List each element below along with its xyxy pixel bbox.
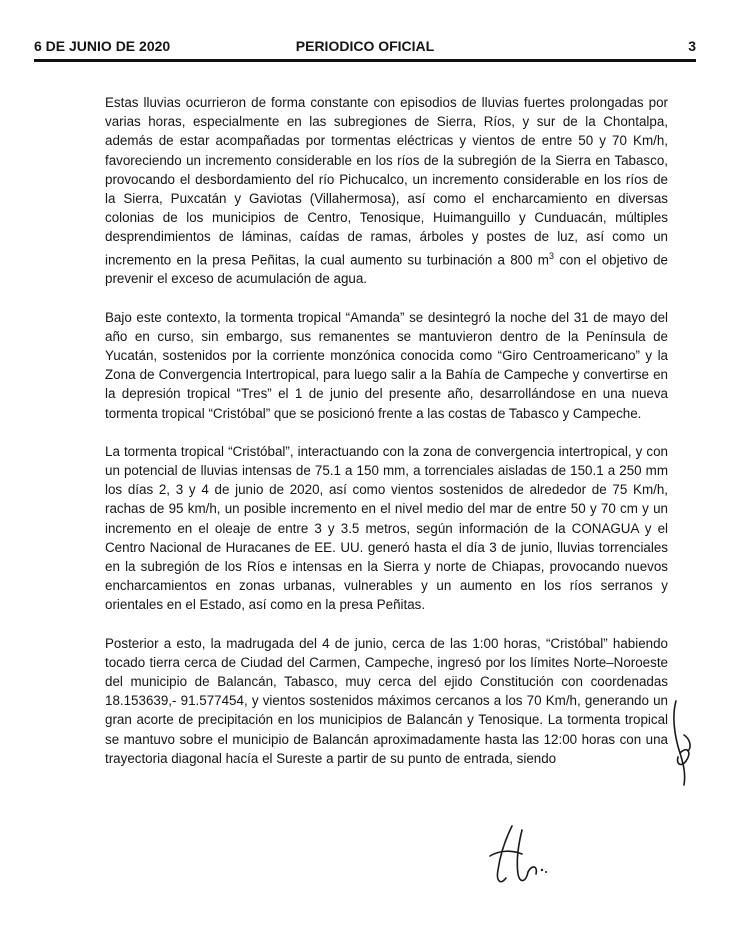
paragraph-1-text: Estas lluvias ocurrieron de forma constante con episodios de lluvias fuertes prolongadas por varias horas, especialmente en las subregiones de Sierra, Ríos, y sur de la Chontalpa, además de estar acompañadas por tormentas eléctricas y vientos de entre 50 y 70 Km/h, favoreciendo un incremento considerable en los ríos de la subregión de la Sierra en Tabasco, provocando el desbordamiento del río Pichucalco, un incremento considerable en los ríos de la Sierra, Puxcatán y Gaviotas (Villahermosa), así como el encharcamiento en diversas colonias de los municipios de Centro, Tenosique, Huimanguillo y Cunduacán, múltiples desprendimientos de láminas, caídas de ramas, árboles y postes de luz, así como un incremento en la presa Peñitas, la cual aumento su turbinación a 800 m — [105, 95, 668, 268]
paragraph-2: Bajo este contexto, la tormenta tropical “Amanda” se desintegró la noche del 31 de mayo del año en curso, sin embargo, sus remanentes se mantuvieron dentro de la Península de Yucatán, sostenidos por la corriente monzónica conocida como “Giro Centroamericano” y la Zona de Convergencia Intertropical, para luego salir a la Bahía de Campeche y convertirse en la depresión tropical “Tres” el 1 de junio del presente año, desarrollándose en una nueva tormenta tropical “Cristóbal” que se posicionó frente a las costas de Tabasco y Campeche. — [105, 309, 668, 421]
paragraph-1-text-end: con el objetivo de prevenir el exceso de acumulación de agua. — [105, 252, 668, 287]
document-body — [105, 93, 668, 787]
margin-signature — [662, 695, 702, 790]
header-title: PERIODICO OFICIAL — [295, 38, 435, 54]
paragraph-1 — [105, 93, 668, 289]
bottom-signature — [482, 820, 562, 892]
paragraph-3: La tormenta tropical “Cristóbal”, interactuando con la zona de convergencia intertropical, y con un potencial de lluvias intensas de 75.1 a 150 mm, a torrenciales aisladas de 150.1 a 250 mm los días 2, 3 y 4 de junio de 2020, así como vientos sostenidos de alrededor de 75 Km/h, rachas de 95 km/h, un posible incremento en el nivel medio del mar de entre 50 y 70 cm y un incremento en el oleaje de entre 3 y 3.5 metros, según información de la CONAGUA y el Centro Nacional de Huracanes de EE. UU. generó hasta el día 3 de junio, lluvias torrenciales en la subregión de los Ríos e intensas en la Sierra y norte de Chiapas, provocando nuevos encharcamientos en zonas urbanas, vulnerables y un aumento en los ríos serranos y orientales en el Estado, así como en la presa Peñitas. — [105, 443, 668, 613]
page-number: 3 — [688, 38, 696, 54]
cubic-superscript: 3 — [548, 250, 554, 261]
header-rule — [34, 59, 696, 62]
page-header — [34, 38, 696, 58]
header-date: 6 DE JUNIO DE 2020 — [34, 38, 171, 54]
paragraph-4: Posterior a esto, la madrugada del 4 de junio, cerca de las 1:00 horas, “Cristóbal” habiendo tocado tierra cerca de Ciudad del Carmen, Campeche, ingresó por los límites Norte–Noroeste del municipio de Balancán, Tabasco, muy cerca del ejido Constitución con coordenadas 18.153639,- 91.577454, y vientos sostenidos máximos cercanos a los 70 Km/h, generando un gran acorte de precipitación en los municipios de Balancán y Tenosique. La tormenta tropical se mantuvo sobre el municipio de Balancán aproximadamente hasta las 12:00 horas con una trayectoria diagonal hacía el Sureste a partir de su punto de entrada, siendo — [105, 635, 668, 766]
